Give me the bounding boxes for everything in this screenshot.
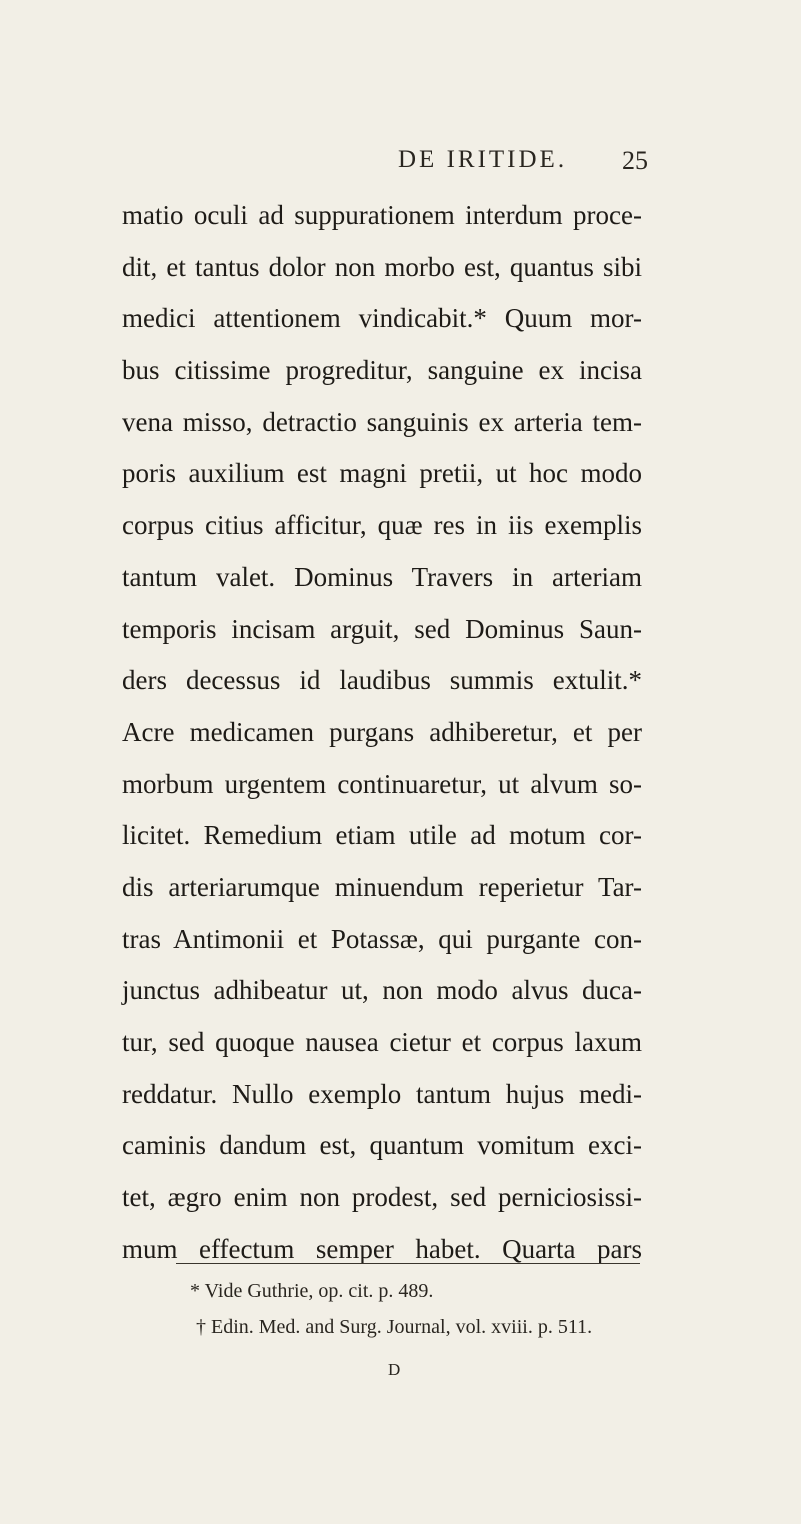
footnote: * Vide Guthrie, op. cit. p. 489. [190,1280,434,1302]
text-line: licitet. Remedium etiam utile ad motum cor- [122,820,642,851]
footnote: † Edin. Med. and Surg. Journal, vol. xviii. p. 511. [196,1316,593,1338]
text-line: morbum urgentem continuaretur, ut alvum so- [122,768,642,799]
running-title: DE IRITIDE. [398,146,568,173]
text-line: tet, ægro enim non prodest, sed perniciosissi- [122,1182,642,1213]
text-line: temporis incisam arguit, sed Dominus Saun- [122,613,642,644]
signature-mark: D [388,1360,401,1379]
main-text [122,190,642,1275]
text-line: medici attentionem vindicabit.* Quum mor- [122,303,642,334]
text-line: dis arteriarumque minuendum reperietur Tar- [122,871,642,902]
text-line: matio oculi ad suppurationem interdum proce- [122,200,642,230]
text-line: ders decessus id laudibus summis extulit.* [122,665,642,696]
text-line: mum effectum semper habet. Quarta pars [122,1233,642,1264]
text-line: dit, et tantus dolor non morbo est, quantus sibi [122,251,642,282]
text-line: vena misso, detractio sanguinis ex arteria tem- [122,406,642,437]
text-line: corpus citius afficitur, quæ res in iis exemplis [122,510,642,541]
text-line: tantum valet. Dominus Travers in arteriam [122,561,642,592]
footnote-divider [176,1263,640,1264]
text-line: tur, sed quoque nausea cietur et corpus laxum [122,1027,642,1057]
text-line: Acre medicamen purgans adhiberetur, et per [122,716,642,747]
text-line: bus citissime progreditur, sanguine ex incisa [122,355,642,386]
text-line: caminis dandum est, quantum vomitum exci- [122,1130,642,1161]
text-line: tras Antimonii et Potassæ, qui purgante con- [122,923,642,954]
running-head [0,146,801,186]
text-line: junctus adhibeatur ut, non modo alvus duca- [122,975,642,1006]
text-line: reddatur. Nullo exemplo tantum hujus medi- [122,1078,642,1109]
page-number: 25 [622,146,648,175]
text-line: poris auxilium est magni pretii, ut hoc modo [122,458,642,489]
